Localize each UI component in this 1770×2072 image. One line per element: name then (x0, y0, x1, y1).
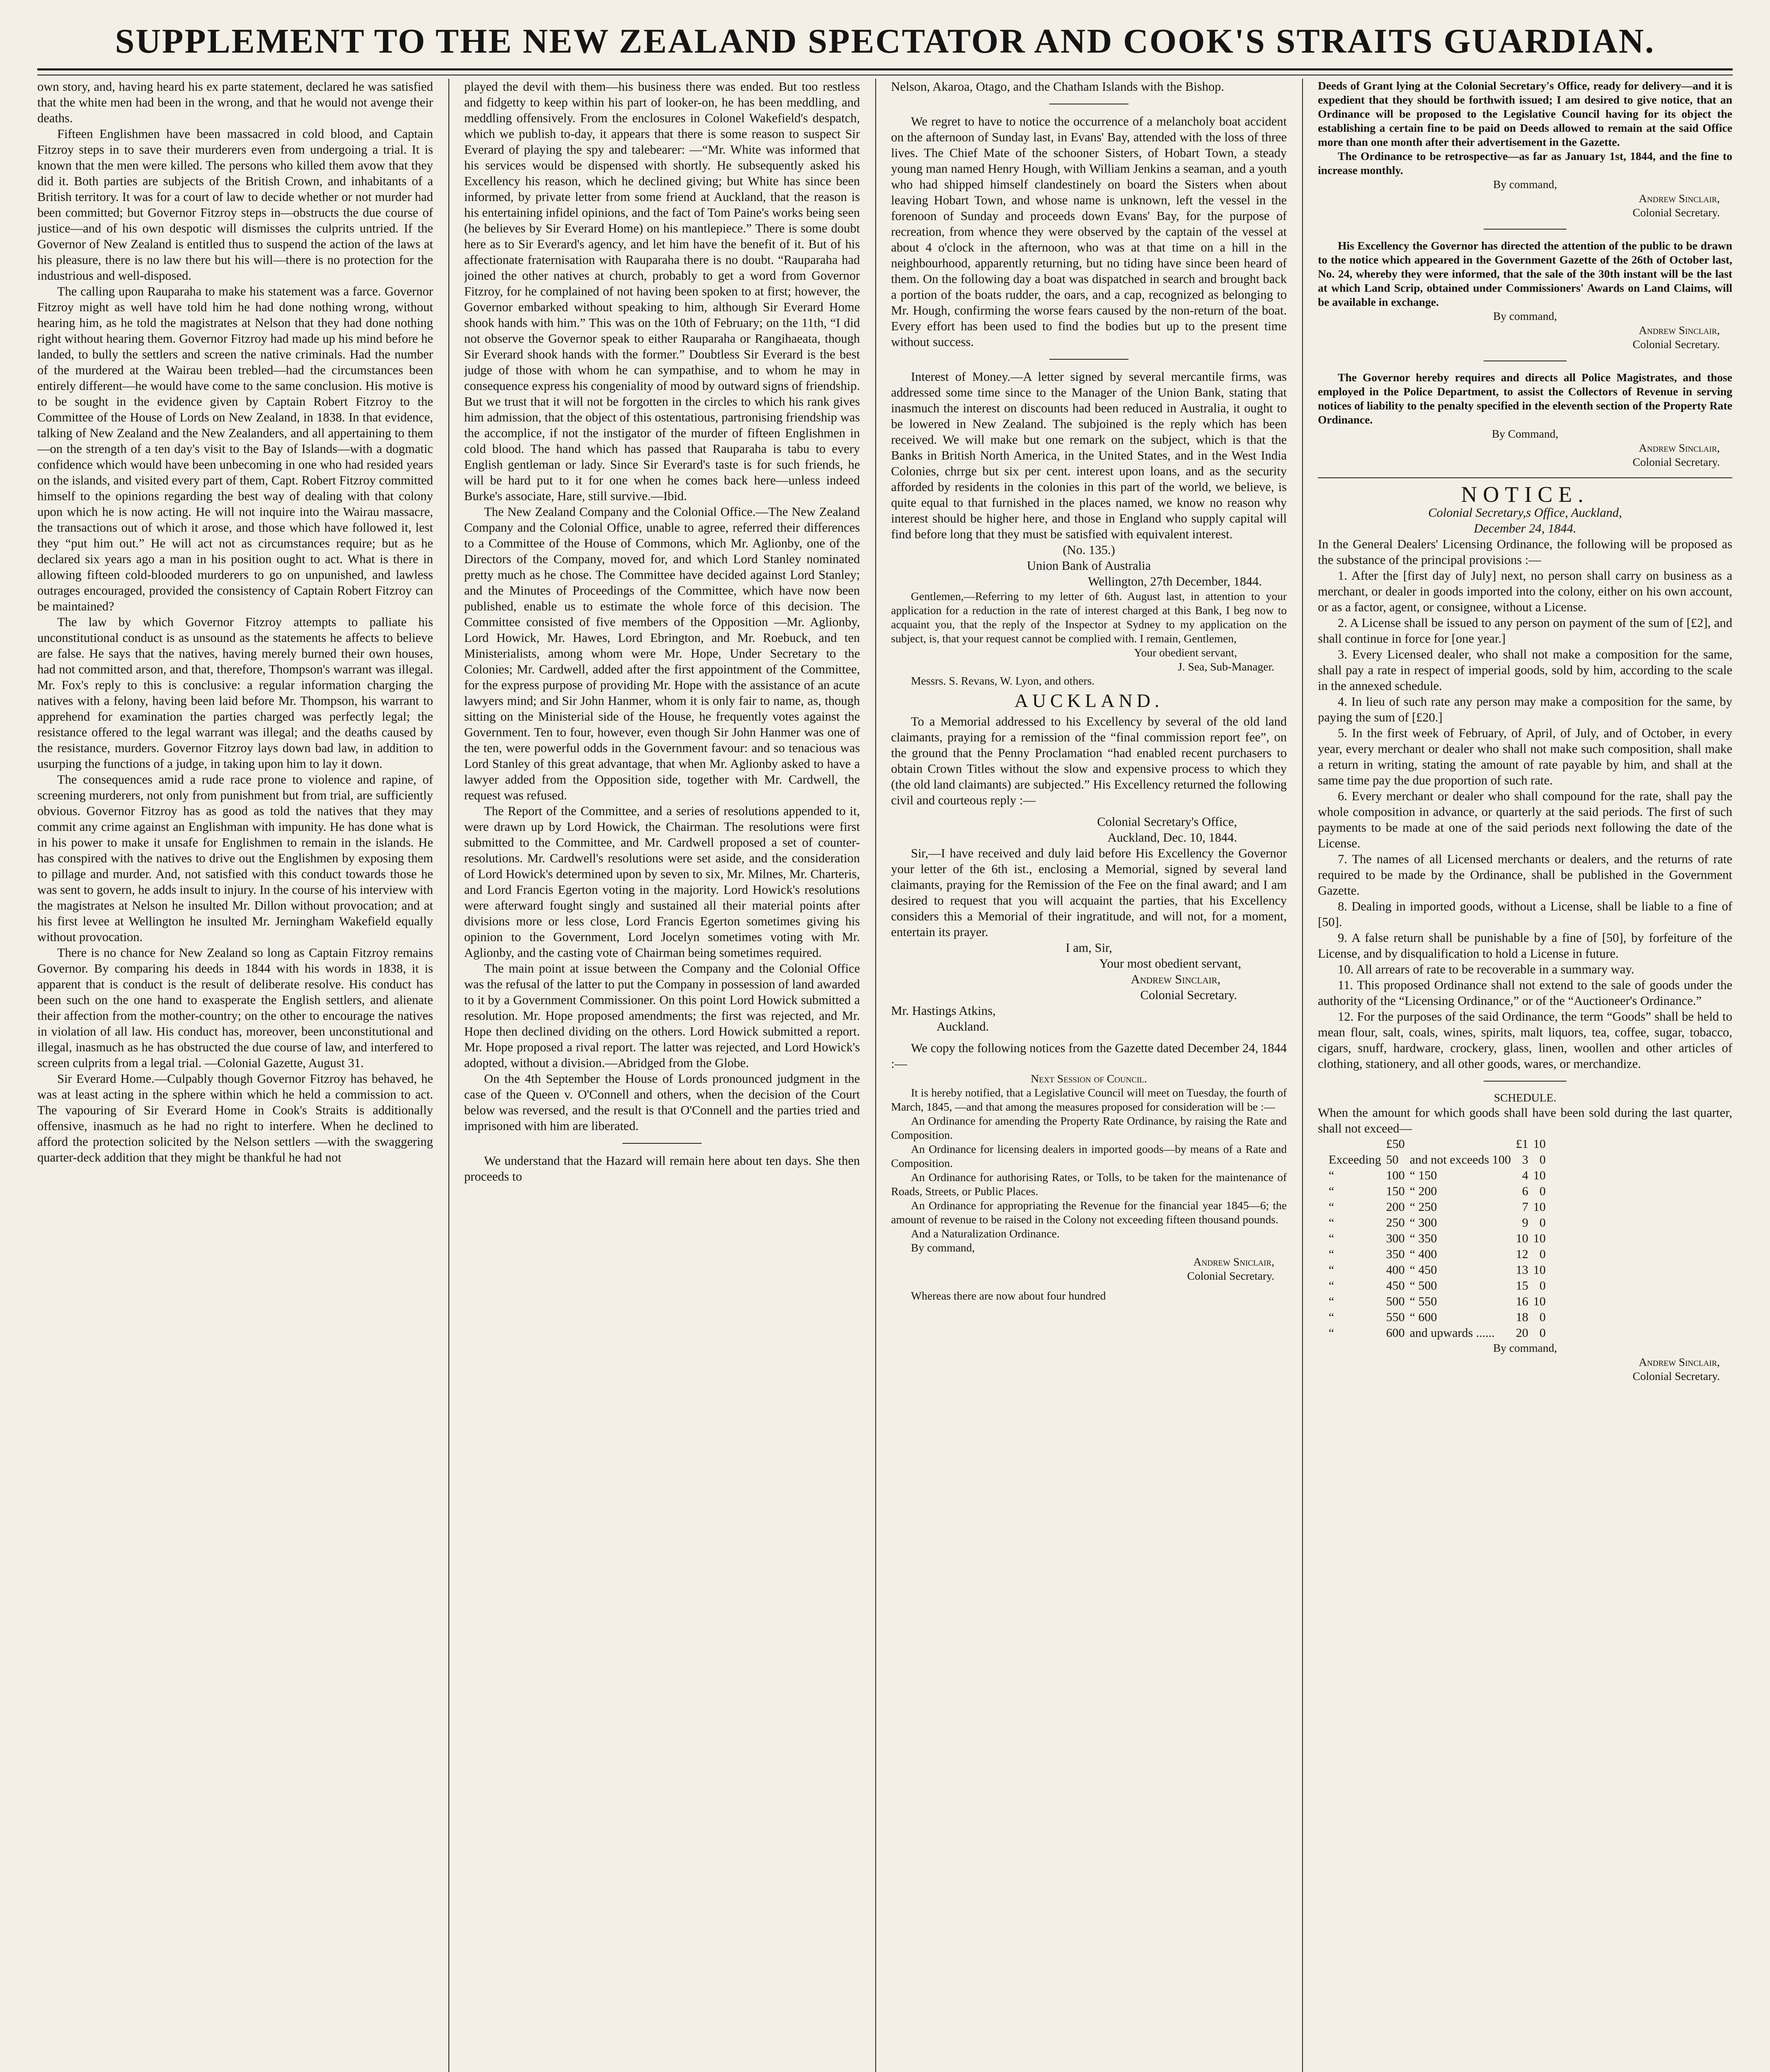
notice-item: 8. Dealing in imported goods, without a License, shall be liable to a fine of [50]. (1318, 899, 1732, 929)
section-divider (622, 1143, 702, 1144)
schedule-intro: When the amount for which goods shall have been sold during the last quarter, shall not exceed— (1318, 1106, 1732, 1135)
reply-recipient-place: Auckland. (937, 1019, 989, 1034)
signature-title: Colonial Secretary. (1632, 1370, 1720, 1382)
column-2 (464, 79, 860, 2072)
schedule-cell-s: 10 (1533, 1137, 1546, 1151)
section-divider (1484, 1081, 1567, 1082)
article-paragraph: Fifteen Englishmen have been massacred in cold blood, and Captain Fitzroy steps in to save their murderers even from undergoing a trial. It is known that the men were killed. The persons who killed them avow that they did it. Both parties are subjects of the British Crown, and inhabitants of a British territory. It was for a court of law to decide whether or not murder had been committed; but Governor Fitzroy steps in—obstructs the due course of justice—and of his own despotic will dismisses the culprits untried. If the Governor of New Zealand is entitled thus to suspend the action of the laws at his pleasure, there is no law there but his will—there is no protection for the industrious and well-disposed. (37, 127, 433, 283)
schedule-row (1326, 1294, 1548, 1310)
letter-body: Gentlemen,—Referring to my letter of 6th. August last, in attention to your application for a reduction in the rate of interest charged at this Bank, I beg now to acquaint you, that the reply of the Inspector at Sydney to my application on the subject, is, that your request cannot be complied with. I remain, Gentlemen, (891, 590, 1287, 645)
schedule-cell-rate: 7 (1522, 1200, 1528, 1214)
schedule-cell-pre: “ (1329, 1184, 1334, 1198)
reply-salutation: I am, Sir, (1065, 941, 1112, 955)
letter-close: Your obedient servant, (1134, 646, 1237, 659)
schedule-cell-rate: 10 (1516, 1232, 1528, 1245)
reply-body: Sir,—I have received and duly laid before His Excellency the Governor your letter of the 6th ist., enclosing a Memorial, signed by several land claimants, praying for the Remission of the Fee on the final award; and I am desired to request that you will acquaint the parties, that his Excellency considers this a Memorial of their ingratitude, and will not, for a moment, entertain its prayer. (891, 846, 1287, 939)
schedule-cell-b: “ 500 (1409, 1279, 1437, 1293)
notice-date: December 24, 1844. (1474, 521, 1576, 535)
article-paragraph: There is no chance for New Zealand so long as Captain Fitzroy remains Governor. By comparing his deeds in 1844 with his words in 1838, it is apparent that is conduct is the result of deliberate resolve. His conduct has been such on the one hand to exasperate the English settlers, and alienate their affection from the mother-country; on the other to encourage the natives in violation of all law. His conduct has, moreover, been unconstitutional and illegal, inasmuch as he has obstructed the due course of law, and interfered to screen culprits from a legal trial. —Colonial Gazette, August 31. (37, 946, 433, 1070)
column-rule (448, 79, 449, 2072)
schedule-cell-pre: “ (1329, 1310, 1334, 1324)
schedule-cell-s: 0 (1539, 1216, 1546, 1230)
schedule-cell-b: “ 350 (1409, 1232, 1437, 1245)
schedule-cell-pre: “ (1329, 1279, 1334, 1293)
notice-text: The Ordinance to be retrospective—as far as January 1st, 1844, and the fine to increase monthly. (1318, 150, 1732, 177)
schedule-cell-b: “ 400 (1409, 1247, 1437, 1261)
schedule-cell-rate: 12 (1516, 1247, 1528, 1261)
ordinance-item: An Ordinance for amending the Property Rate Ordinance, by raising the Rate and Composition. (891, 1114, 1287, 1141)
schedule-row (1326, 1136, 1548, 1152)
reply-office: Colonial Secretary's Office, (1097, 815, 1237, 829)
schedule-row (1326, 1262, 1548, 1278)
signature-title: Colonial Secretary. (1632, 338, 1720, 351)
schedule-cell-a: 300 (1386, 1232, 1405, 1245)
article-paragraph: Nelson, Akaroa, Otago, and the Chatham Islands with the Bishop. (891, 80, 1224, 94)
schedule-cell-a: 550 (1386, 1310, 1405, 1324)
schedule-row (1326, 1278, 1548, 1294)
signature: Andrew Sniclair, (1193, 1255, 1274, 1268)
schedule-cell-s: 10 (1533, 1200, 1546, 1214)
article-paragraph: We regret to have to notice the occurrence of a melancholy boat accident on the afternoon of Sunday last, in Evans' Bay, attended with the loss of three lives. The Chief Mate of the schooner Sisters, of Hobart Town, a steady young man named Henry Hough, with William Jenkins a seaman, and a youth who had shipped himself clandestinely on board the Sisters when about leaving Hobart Town, and whose name is unknown, left the vessel in the forenoon of Sunday and proceeds down Evans' Bay, for the purpose of recreation, from whence they were observed by the captain of the vessel at about 4 o'clock in the afternoon, who was at that time on a hill in the neighbourhood, apparently returning, but no tiding have since been heard of them. On the following day a boat was dispatched in search and brought back a portion of the boats rudder, the oars, and a cap, recognized as belonging to Mr. Hough, confirming the worse fears caused by the non-return of the boat. Every effort has been used to find the bodies but up to the present time without success. (891, 114, 1287, 349)
schedule-cell-rate: 16 (1516, 1295, 1528, 1308)
section-divider (1318, 477, 1732, 478)
schedule-cell-rate: 4 (1522, 1169, 1528, 1182)
schedule-row (1326, 1152, 1548, 1168)
schedule-cell-a: 100 (1386, 1169, 1405, 1182)
schedule-cell-s: 0 (1539, 1279, 1546, 1293)
schedule-row (1326, 1199, 1548, 1215)
masthead-rule (37, 68, 1733, 75)
ordinance-item: And a Naturalization Ordinance. (911, 1227, 1060, 1240)
column-rule (875, 79, 876, 2072)
notice-text: His Excellency the Governor has directed the attention of the public to be drawn to the notice which appeared in the Government Gazette of the 26th of October last, No. 24, whereby they were informed, that the sale of the 30th instant will be the last at which Land Scrip, obtained under Commissioners' Awards on Land Claims, will be available in exchange. (1318, 239, 1732, 308)
notice-intro: In the General Dealers' Licensing Ordinance, the following will be proposed as the substance of the principal provisions :— (1318, 537, 1732, 567)
schedule-cell-pre (1326, 1136, 1384, 1152)
signature: Andrew Sinclair, (1639, 192, 1720, 205)
schedule-cell-rate: 18 (1516, 1310, 1528, 1324)
letter-recipients: Messrs. S. Revans, W. Lyon, and others. (911, 674, 1095, 687)
schedule-cell-b: and upwards ...... (1409, 1326, 1495, 1340)
schedule-cell-pre: “ (1329, 1247, 1334, 1261)
schedule-cell-s: 10 (1533, 1232, 1546, 1245)
notice-office: Colonial Secretary,s Office, Auckland, (1428, 506, 1622, 520)
schedule-cell-a: £50 (1386, 1137, 1405, 1151)
signature: Andrew Sinclair, (1639, 1356, 1720, 1368)
schedule-row (1326, 1247, 1548, 1262)
article-paragraph: We copy the following notices from the Gazette dated December 24, 1844 :— (891, 1041, 1287, 1071)
article-paragraph: The consequences amid a rude race prone to violence and rapine, of screening murderers, not only from punishment but from trial, are sufficiently obvious. Governor Fitzroy has as good as told the natives that they may commit any crime against an Englishman with impunity. He has done what is in his power to make it unsafe for Englishmen to remain in the islands. He has conspired with the natives to drive out the Englishmen by exposing them to pillage and murder. And, not satisfied with this conduct towards those he was sent to govern, he adds insult to injury. In the course of his interview with the magistrates at Nelson he insulted Mr. Dillon without provocation; and at his first levee at Wellington he insulted Mr. Jerningham Wakefield equally without provocation. (37, 772, 433, 944)
signature: Andrew Sinclair, (1639, 441, 1720, 454)
schedule-cell-rate: £1 (1516, 1137, 1528, 1151)
schedule-row (1326, 1231, 1548, 1247)
schedule-cell-a: 150 (1386, 1184, 1405, 1198)
schedule-cell-s: 0 (1539, 1326, 1546, 1340)
schedule-cell-rate: 6 (1522, 1184, 1528, 1198)
column-1 (37, 79, 433, 2072)
schedule-cell-pre: “ (1329, 1169, 1334, 1182)
signature-title: Colonial Secretary. (1632, 455, 1720, 468)
schedule-cell-a: 450 (1386, 1279, 1405, 1293)
schedule-cell-s: 0 (1539, 1247, 1546, 1261)
column-3 (891, 79, 1287, 2072)
schedule-cell-b: “ 550 (1409, 1295, 1437, 1308)
schedule-cell-pre: “ (1329, 1216, 1334, 1230)
article-paragraph: The law by which Governor Fitzroy attempts to palliate his unconstitutional conduct is as unsound as the statements he affects to believe are false. He says that the natives, having merely burned their own houses, had not committed arson, and that, therefore, Thompson's warrant was illegal. Mr. Fox's reply to this is conclusive: a regular information charging the natives with a felony, having been laid before Mr. Thompson, his warrant to apprehend for examination the parties charged was perfectly legal; the resistance offered to the legal warrant was illegal; and the deaths caused by the resistance, murders. Governor Fitzroy lays down bad law, in addition to usurping the functions of a judge, in taking upon him to lay it down. (37, 615, 433, 771)
schedule-cell-b: “ 200 (1409, 1184, 1437, 1198)
reply-close: Your most obedient servant, (1099, 956, 1241, 971)
schedule-cell-s: 10 (1533, 1295, 1546, 1308)
subheading: Next Session of Council. (1031, 1072, 1147, 1085)
letter-date: Wellington, 27th December, 1844. (1088, 574, 1262, 588)
ordinance-item: An Ordinance for appropriating the Revenue for the financial year 1845—6; the amount of revenue to be raised in the Colony not exceeding fifteen thousand pounds. (891, 1199, 1287, 1226)
column-rule (1302, 79, 1303, 2072)
notice-text: Deeds of Grant lying at the Colonial Secretary's Office, ready for delivery—and it is expedient that they should be forthwith issued; I am desired to give notice, that an Ordinance will be proposed to the Legislative Council having for its object the establishing a certain fine to be paid on Deeds allowed to remain at the said Office more than one month after their advertisement in the Gazette. (1318, 79, 1732, 148)
schedule-cell-b: and not exceeds 100 (1409, 1153, 1511, 1167)
schedule-row (1326, 1168, 1548, 1184)
schedule-cell-a: 500 (1386, 1295, 1405, 1308)
article-paragraph: The main point at issue between the Company and the Colonial Office was the refusal of the latter to put the Company in possession of land awarded to it by a Government Commissioner. On this point Lord Howick submitted a resolution. Mr. Hope proposed amendments; the first was rejected, and Mr. Hope then declined dividing on the others. Lord Howick submitted a report. Mr. Hope proposed a rival report. The latter was rejected, and Lord Howick's adopted, without a division.—Abridged from the Globe. (464, 961, 860, 1070)
schedule-row (1326, 1184, 1548, 1199)
section-divider (1049, 359, 1128, 360)
signature: Andrew Sinclair, (1639, 324, 1720, 336)
by-command: By Command, (1492, 427, 1559, 440)
schedule-cell-rate: 3 (1522, 1153, 1528, 1167)
article-paragraph: We understand that the Hazard will remain here about ten days. She then proceeds to (464, 1154, 860, 1184)
reply-signature: Andrew Sinclair, (1131, 972, 1220, 986)
reply-title: Colonial Secretary. (1140, 988, 1237, 1002)
letter-bank: Union Bank of Australia (1027, 559, 1151, 573)
article-paragraph: The New Zealand Company and the Colonial Office.—The New Zealand Company and the Colonial Office, unable to agree, referred their differences to a Committee of the House of Commons, which Mr. Aglionby, one of the Directors of the Company, moved for, and which Lord Stanley nominated pretty much as he chose. The Committee have decided against Lord Stanley; and the Minutes of Proceedings of the Committee, which have now been published, enable us to estimate the whole force of this decision. The Committee consisted of five members of the Opposition —Mr. Aglionby, Lord Howick, Mr. Hawes, Lord Ebrington, and Mr. Roebuck, and ten Ministerialists, among whom were Mr. Hope, Under Secretary to the Colonies; Mr. Cardwell, added after the first appointment of the Committee, for the express purpose of providing Mr. Hope with the assistance of an acute lawyers mind; and Sir John Hanmer, whom it is only fair to name, as, though sitting on the Ministerial side of the House, he frequently votes against the Government. Ten to four, however, even though Sir John Hanmer was one of the ten, were powerful odds in the Government favour: and so tenacious was Lord Stanley of this great advantage, that when Mr. Aglionby asked to have a lawyer added from the Opposition side, together with Mr. Cardwell, the request was refused. (464, 505, 860, 802)
schedule-cell-s: 0 (1539, 1153, 1546, 1167)
article-paragraph: Sir Everard Home.—Culpably though Governor Fitzroy has behaved, he was at least acting in the sphere within which he held a commission to act. The vapouring of Sir Everard Home in Cook's Straits is additionally offensive, inasmuch as he had no right to interfere. When he declined to afford the protection solicited by the Nelson settlers —with the swaggering quarter-deck addition that they might be thankful he had not (37, 1072, 433, 1164)
schedule-cell-pre: Exceeding (1329, 1153, 1381, 1167)
section-divider (1484, 229, 1567, 230)
schedule-cell-b: “ 300 (1409, 1216, 1437, 1230)
notice-text: Whereas there are now about four hundred (911, 1289, 1106, 1302)
schedule-cell-a: 350 (1386, 1247, 1405, 1261)
article-paragraph: The Report of the Committee, and a series of resolutions appended to it, were drawn up by Lord Howick, the Chairman. The resolutions were first submitted to the Committee, and Mr. Cardwell proposed a set of counter-resolutions. Mr. Cardwell's resolutions were set aside, and the consideration of Lord Howick's determined upon by seven to six, Mr. Milnes, Mr. Charteris, and Lord Francis Egerton voting in the majority. Lord Howick's resolutions were afterward fought singly and sustained all their material points after divisions more or less close, Lord Francis Egerton sometimes giving his opinion to the Government, Lord Jocelyn sometimes voting with Mr. Aglionby, and the casting vote of Chairman being sometimes required. (464, 804, 860, 960)
notice-item: 5. In the first week of February, of April, of July, and of October, in every year, every merchant or dealer who shall not make such composition, shall make a return in writing, stating the amount of rate payable by him, and shall at the same time pay the due proportion of such rate. (1318, 726, 1732, 787)
letter-signature: J. Sea, Sub-Manager. (1178, 660, 1274, 673)
column-4 (1318, 79, 1732, 2072)
notice-item: 10. All arrears of rate to be recoverable in a summary way. (1338, 962, 1634, 976)
by-command: By command, (1493, 310, 1557, 322)
schedule-cell-s: 10 (1533, 1169, 1546, 1182)
schedule-cell-pre: “ (1329, 1263, 1334, 1277)
schedule-cell-b: “ 250 (1409, 1200, 1437, 1214)
by-command: By command, (1493, 178, 1557, 191)
notice-item: 9. A false return shall be punishable by a fine of [50], by forfeiture of the License, and by disqualification to hold a License in future. (1318, 931, 1732, 961)
schedule-row (1326, 1215, 1548, 1231)
notice-text: It is hereby notified, that a Legislative Council will meet on Tuesday, the fourth of March, 1845, —and that among the measures proposed for consideration will be :— (891, 1086, 1287, 1113)
schedule-cell-rate: 9 (1522, 1216, 1528, 1230)
schedule-cell-pre: “ (1329, 1232, 1334, 1245)
by-command: By command, (911, 1241, 975, 1254)
schedule-cell-b: “ 600 (1409, 1310, 1437, 1324)
notice-item: 2. A License shall be issued to any person on payment of the sum of [£2], and shall continue in force for [one year.] (1318, 616, 1732, 646)
schedule-cell-pre: “ (1329, 1295, 1334, 1308)
schedule-cell-a: 200 (1386, 1200, 1405, 1214)
section-heading-auckland: AUCKLAND. (1014, 690, 1164, 711)
signature-title: Colonial Secretary. (1187, 1269, 1274, 1282)
notice-item: 11. This proposed Ordinance shall not extend to the sale of goods under the authority of the “Licensing Ordinance,” or of the “Auctioneer's Ordinance.” (1318, 978, 1732, 1008)
schedule-table (1326, 1136, 1548, 1341)
schedule-heading: SCHEDULE. (1494, 1091, 1557, 1104)
notice-item: 4. In lieu of such rate any person may make a composition for the same, by paying the sum of [£20.] (1318, 695, 1732, 724)
signature-title: Colonial Secretary. (1632, 206, 1720, 219)
schedule-cell-rate: 20 (1516, 1326, 1528, 1340)
article-paragraph: played the devil with them—his business there was ended. But too restless and fidgetty to keep within his part of looker-on, he has been meddling, and meddling offensively. From the enclosures in Colonel Wakefield's despatch, which we publish to-day, it appears that there is some reason to suspect Sir Everard of playing the spy and talebearer: —“Mr. White was informed that his services would be dispensed with shortly. He subsequently asked his Excellency his reason, which he declined giving; but White has since been informed, by private letter from some friend at Auckland, that the reason is his entertaining infidel opinions, and the fact of Tom Paine's works being seen (he believes by Sir Everard Home) on his mantlepiece.” There is some doubt here as to Sir Everard's agency, and let him have the benefit of it. But of his affectionate fraternisation with Rauparaha there is no doubt. “Rauparaha had joined the other natives at church, probably to get a word from Governor Fitzroy, for he complained of not having been spoken to at first; however, the Governor embarked without speaking to him, although Sir Everard Home shook hands with him.” This was on the 10th of February; on the 11th, “I did not observe the Governor speak to either Rauparaha or Rangihaeata, though Sir Everard shook hands with the former.” Doubtless Sir Everard is the best judge of those with whom he can sympathise, and to whom he may in consequence express his congeniality of mood by outward signs of friendship. But we trust that it will not be forgotten in the circles to which his rank gives him admission, that the object of this ostentatious, partronising friendship was the accomplice, if not the instigator of the murder of fifteen Englishmen in cold blood. The hand which has passed that Rauparaha is tabu to every English gentleman or lady. Since Sir Everard's taste is for such friends, he will be hard put to it for one when he comes back here—unless indeed Burke's associate, Hare, still survive.—Ibid. (464, 80, 860, 503)
masthead: SUPPLEMENT TO THE NEW ZEALAND SPECTATOR AND COOK'S STRAITS GUARDIAN. (115, 22, 1655, 61)
notice-item: 6. Every merchant or dealer who shall compound for the rate, shall pay the whole composition in advance, or quarterly at the said periods. The first of such payments to be made at one of the said periods next following the date of the License. (1318, 789, 1732, 850)
schedule-cell-s: 0 (1539, 1184, 1546, 1198)
schedule-cell-rate: 13 (1516, 1263, 1528, 1277)
schedule-cell-a: 50 (1386, 1153, 1399, 1167)
article-paragraph: own story, and, having heard his ex parte statement, declared he was satisfied that the white men had been in the wrong, and that he would not avenge their deaths. (37, 80, 433, 125)
article-paragraph: Interest of Money.—A letter signed by several mercantile firms, was addressed some time since to the Manager of the Union Bank, stating that inasmuch the interest on discounts had been reduced in Australia, it ought to be lowered in New Zealand. The subjoined is the reply which has been received. We will make but one remark on the subject, which is that the Banks in British North America, in the United States, and in the West India Colonies, chrrge but six per cent. interest upon loans, and as the security afforded by residents in the colonies in this part of the world, we believe, is quite equal to that furnished in the places named, we know no reason why interest should be higher here, and those in England who supply capital will find before long that they must be satisfied with equivalent interest. (891, 370, 1287, 541)
article-paragraph: The calling upon Rauparaha to make his statement was a farce. Governor Fitzroy might as well have told him he had done nothing wrong, without hearing him, as he told the magistrates at Nelson that they had done nothing right without hearing them. Governor Fitzroy had made up his mind before he landed, to bully the settlers and screen the native criminals. Had the number of the murdered at the Wairau been trebled—had the circumstances been entirely different—he would have come to the same conclusion. His motive is to be sought in the evidence given by Captain Robert Fitzroy to the Committee of the House of Lords on New Zealand, in 1838. In that evidence, talking of New Zealand and the New Zealanders, and all appertaining to them—on the strength of a ten day's visit to the Bay of Islands—with a dogmatic confidence which would have been unbecoming in one who had resided years on the islands, and visited every part of them, Capt. Robert Fitzroy committed himself to the opinions regarding the best way of dealing with that colony upon which he is now acting. He will not inquire into the Wairau massacre, the transactions out of which it arose, and those which have followed it, lest they “put him out.” He will act not as circumstances require; but as he declared six years ago a man in his position ought to act. What is there in allowing fifteen cold-blooded murderers to go on unpunished, and lawless outrages encouraged, provided the consistency of Captain Robert Fitzroy can be maintained? (37, 284, 433, 613)
notice-item: 12. For the purposes of the said Ordinance, the term “Goods” shall be held to mean flour, salt, coals, wines, spirits, malt liquors, tea, coffee, sugar, tobacco, cigars, snuff, hardware, crockery, glass, linen, woollen and other articles of clothing, stationery, and all other goods, wares, or merchandize. (1318, 1009, 1732, 1071)
notice-item: 3. Every Licensed dealer, who shall not make a composition for the same, shall pay a rate in respect of imperial goods, sold by him, according to the scale in the annexed schedule. (1318, 647, 1732, 693)
schedule-cell-a: 400 (1386, 1263, 1405, 1277)
schedule-cell-a: 250 (1386, 1216, 1405, 1230)
schedule-row (1326, 1310, 1548, 1325)
schedule-cell-s: 0 (1539, 1310, 1546, 1324)
schedule-cell-s: 10 (1533, 1263, 1546, 1277)
reply-date: Auckland, Dec. 10, 1844. (1107, 830, 1237, 845)
notice-item: 7. The names of all Licensed merchants or dealers, and the returns of rate required to be made by the Ordinance, shall be published in the Government Gazette. (1318, 852, 1732, 898)
letter-number: (No. 135.) (1063, 543, 1115, 557)
schedule-cell-b: “ 150 (1409, 1169, 1437, 1182)
notice-heading: NOTICE. (1461, 482, 1589, 507)
notice-text: The Governor hereby requires and directs all Police Magistrates, and those employed in the Police Department, to assist the Collectors of Revenue in serving notices of liability to the penalty specified in the eleventh section of the Property Rate Ordinance. (1318, 371, 1732, 426)
schedule-cell-pre: “ (1329, 1200, 1334, 1214)
ordinance-item: An Ordinance for licensing dealers in imported goods—by means of a Rate and Composition. (891, 1143, 1287, 1169)
schedule-cell-b (1407, 1136, 1513, 1152)
article-paragraph: On the 4th September the House of Lords pronounced judgment in the case of the Queen v. O'Connell and others, when the decision of the Court below was reversed, and the result is that O'Connell and the parties tried and imprisoned with him are liberated. (464, 1072, 860, 1133)
schedule-cell-rate: 15 (1516, 1279, 1528, 1293)
newspaper-page (37, 17, 1733, 2072)
by-command: By command, (1493, 1341, 1557, 1354)
ordinance-item: An Ordinance for authorising Rates, or Tolls, to be taken for the maintenance of Roads, Streets, or Public Places. (891, 1171, 1287, 1198)
reply-recipient: Mr. Hastings Atkins, (891, 1004, 996, 1018)
schedule-cell-pre: “ (1329, 1326, 1334, 1340)
notice-item: 1. After the [first day of July] next, no person shall carry on business as a merchant, or dealer in goods imported into the colony, either on his own account, or as a factor, agent, or consignee, without a License. (1318, 569, 1732, 614)
schedule-row (1326, 1325, 1548, 1341)
schedule-cell-a: 600 (1386, 1326, 1405, 1340)
schedule-cell-b: “ 450 (1409, 1263, 1437, 1277)
article-paragraph: To a Memorial addressed to his Excellency by several of the old land claimants, praying for a remission of the “final commission report fee”, on the ground that the Penny Proclamation “had enabled recent purchasers to obtain Crown Titles without the slow and expensive process to which they (the old land claimants) are subjected.” His Excellency returned the following civil and courteous reply :— (891, 714, 1287, 807)
